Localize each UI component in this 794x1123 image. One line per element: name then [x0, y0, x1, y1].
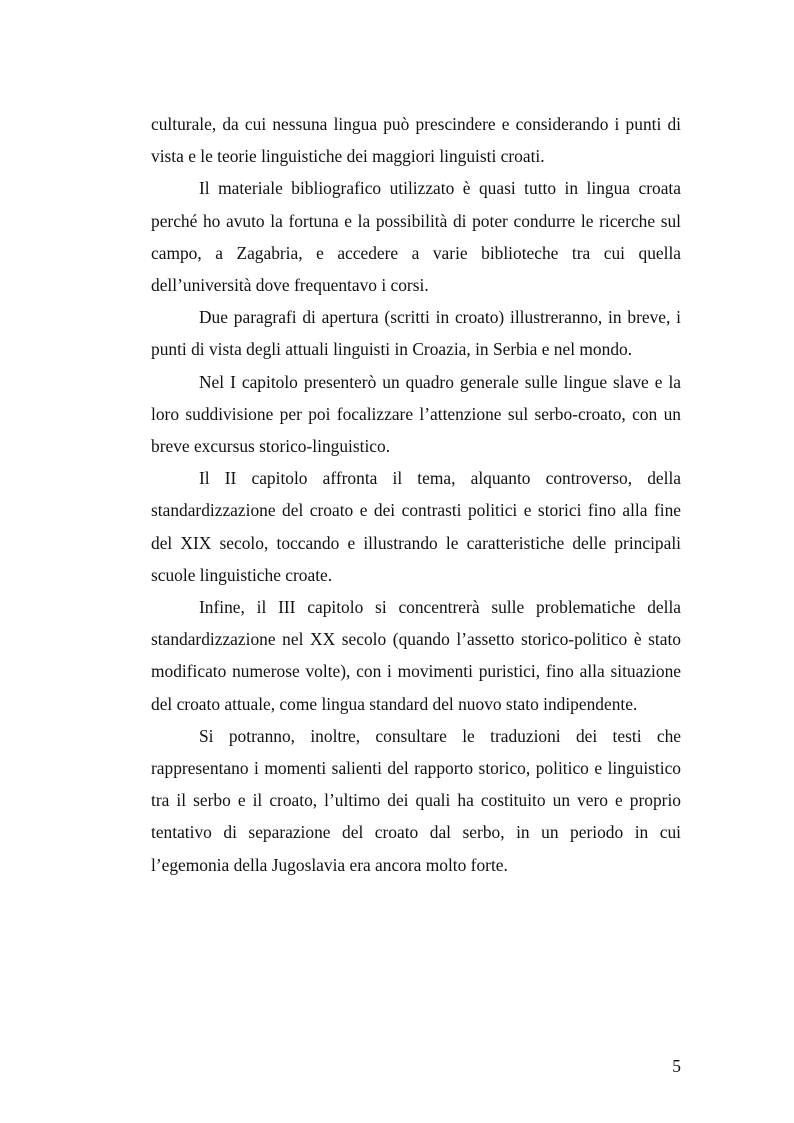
paragraph-opening-sections: Due paragrafi di apertura (scritti in croato) illustreranno, in breve, i punti di vista degli attuali linguisti in Croazia, in Serbia e nel mondo. — [151, 307, 681, 360]
paragraph-chapter-two: Il II capitolo affronta il tema, alquanto controverso, della standardizzazione del croato e dei contrasti politici e storici fino alla fine del XIX secolo, toccando e illustrando le caratteristiche delle principali scuole linguistiche croate. — [151, 468, 681, 585]
paragraph-chapter-one: Nel I capitolo presenterò un quadro generale sulle lingue slave e la loro suddivisione per poi focalizzare l’attenzione sul serbo-croato, con un breve excursus storico-linguistico. — [151, 371, 681, 457]
paragraph-bibliography: Il materiale bibliografico utilizzato è quasi tutto in lingua croata perché ho avuto la fortuna e la possibilità di poter condurre le ricerche sul campo, a Zagabria, e accedere a varie biblioteche tra cui quella dell’università dove frequentavo i corsi. — [151, 178, 681, 296]
paragraph-continuation: culturale, da cui nessuna lingua può prescindere e considerando i punti di vista e le teorie linguistiche dei maggiori linguisti croati. — [151, 114, 681, 167]
body-text — [151, 108, 681, 881]
page-number: 5 — [672, 1056, 681, 1076]
paragraph-translations: Si potranno, inoltre, consultare le traduzioni dei testi che rappresentano i momenti salienti del rapporto storico, politico e linguistico tra il serbo e il croato, l’ultimo dei quali ha costituito un vero e proprio tentativo di separazione del croato dal serbo, in un periodo in cui l’egemonia della Jugoslavia era ancora molto forte. — [151, 725, 681, 875]
paragraph-chapter-three: Infine, il III capitolo si concentrerà sulle problematiche della standardizzazione nel XX secolo (quando l’assetto storico-politico è stato modificato numerose volte), con i movimenti puristici, fino alla situazione del croato attuale, come lingua standard del nuovo stato indipendente. — [151, 597, 681, 714]
